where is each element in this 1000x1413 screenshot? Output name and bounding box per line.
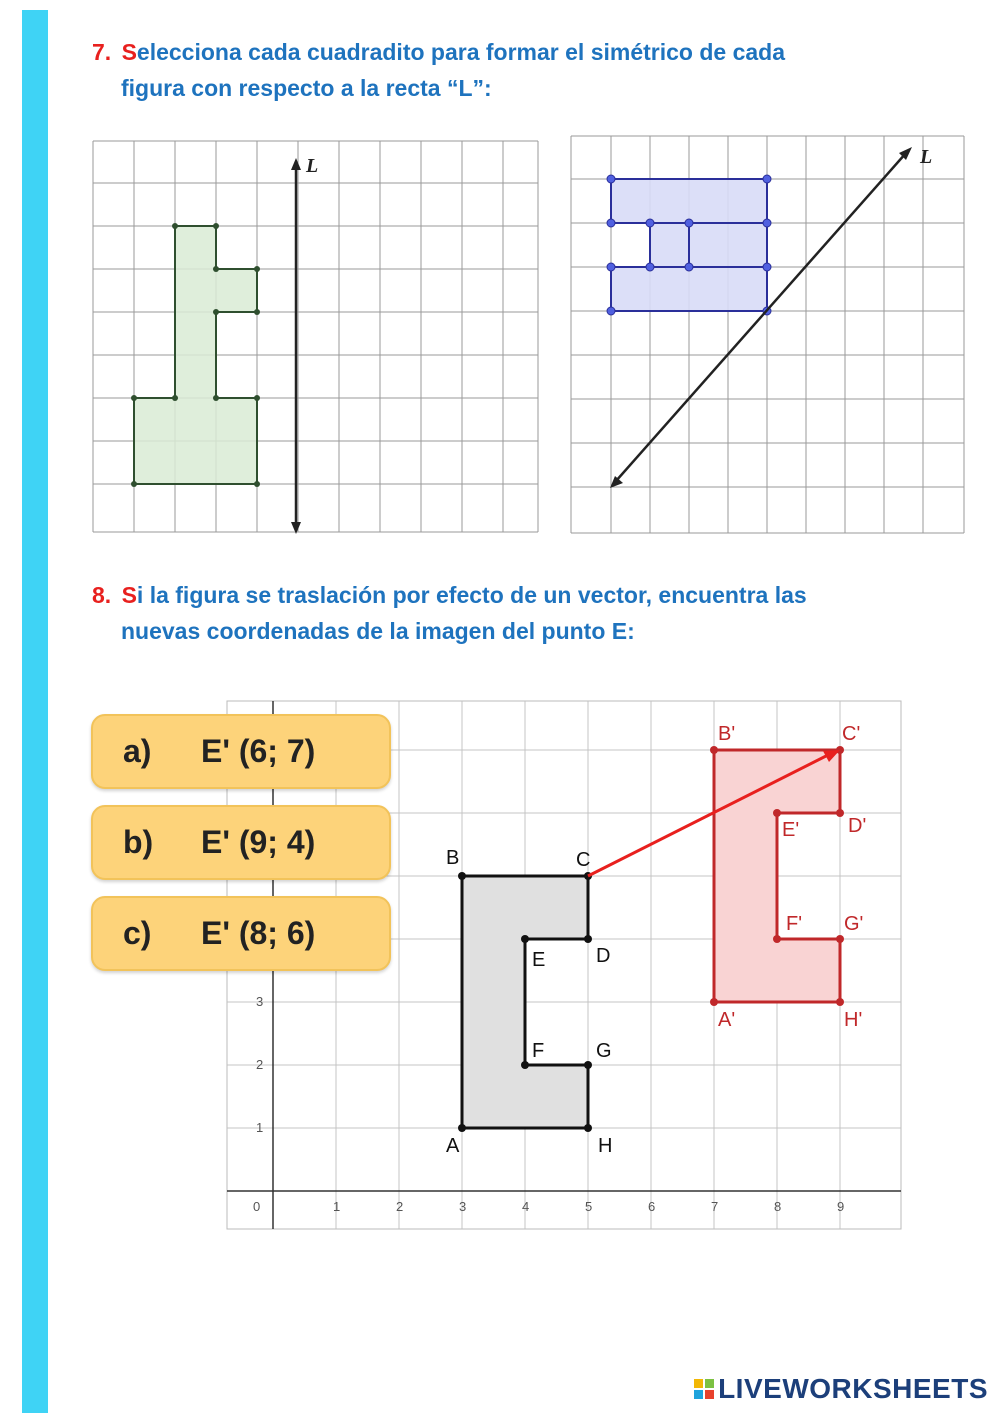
symmetry-grid-vertical[interactable]: [90, 138, 542, 536]
liveworksheets-icon: [694, 1379, 714, 1399]
label-d-prime: D': [848, 815, 867, 837]
question-7: [92, 34, 785, 106]
option-c-button[interactable]: [91, 896, 391, 971]
question-8-number: 8.: [92, 582, 112, 608]
x-tick-3: 3: [459, 1199, 467, 1214]
symmetry-line-label-2: L: [920, 146, 933, 168]
question-8: [92, 577, 807, 649]
y-tick-1: 1: [256, 1120, 264, 1135]
x-tick-9: 9: [837, 1199, 845, 1214]
x-tick-4: 4: [522, 1199, 530, 1214]
option-c-letter: c): [123, 915, 152, 951]
x-tick-2: 2: [396, 1199, 404, 1214]
question-8-text-line2: nuevas coordenadas de la imagen del punto E:: [121, 618, 635, 644]
label-a-prime: A': [718, 1009, 736, 1031]
option-c-text: E' (8; 6): [201, 915, 316, 951]
option-a-letter: a): [123, 733, 152, 769]
x-tick-5: 5: [585, 1199, 593, 1214]
label-c: C: [576, 849, 591, 871]
symmetry-grid-diagonal[interactable]: [568, 133, 968, 541]
label-h: H: [598, 1135, 613, 1157]
y-tick-3: 3: [256, 994, 264, 1009]
symmetry-line-label: L: [306, 155, 319, 177]
label-f: F: [532, 1040, 545, 1062]
y-tick-2: 2: [256, 1057, 264, 1072]
question-7-number: 7.: [92, 39, 112, 65]
question-7-text-line2: figura con respecto a la recta “L”:: [121, 75, 492, 101]
question-8-text-line1: i la figura se traslación por efecto de un vector, encuentra las: [136, 582, 807, 608]
liveworksheets-logo: [694, 1373, 988, 1405]
label-e-prime: E': [782, 819, 800, 841]
question-7-text-line1: elecciona cada cuadradito para formar el simétrico de cada: [136, 39, 786, 65]
label-d: D: [596, 945, 611, 967]
label-h-prime: H': [844, 1009, 863, 1031]
x-tick-6: 6: [648, 1199, 656, 1214]
option-a-text: E' (6; 7): [201, 733, 316, 769]
question-7-first-letter: S: [121, 39, 137, 65]
side-bar: [22, 10, 48, 1413]
label-b-prime: B': [718, 723, 736, 745]
liveworksheets-text: LIVEWORKSHEETS: [718, 1373, 988, 1404]
label-g-prime: G': [844, 913, 864, 935]
label-f-prime: F': [786, 913, 803, 935]
option-a-button[interactable]: [91, 714, 391, 789]
x-tick-0: 0: [253, 1199, 261, 1214]
label-c-prime: C': [842, 723, 861, 745]
x-tick-8: 8: [774, 1199, 782, 1214]
question-8-first-letter: S: [121, 582, 137, 608]
x-tick-7: 7: [711, 1199, 719, 1214]
symmetry-line-vertical: [291, 158, 301, 534]
x-tick-1: 1: [333, 1199, 341, 1214]
option-b-text: E' (9; 4): [201, 824, 316, 860]
option-b-button[interactable]: [91, 805, 391, 880]
label-b: B: [446, 847, 460, 869]
label-e: E: [532, 949, 546, 971]
label-g: G: [596, 1040, 612, 1062]
option-b-letter: b): [123, 824, 154, 860]
label-a: A: [446, 1135, 460, 1157]
